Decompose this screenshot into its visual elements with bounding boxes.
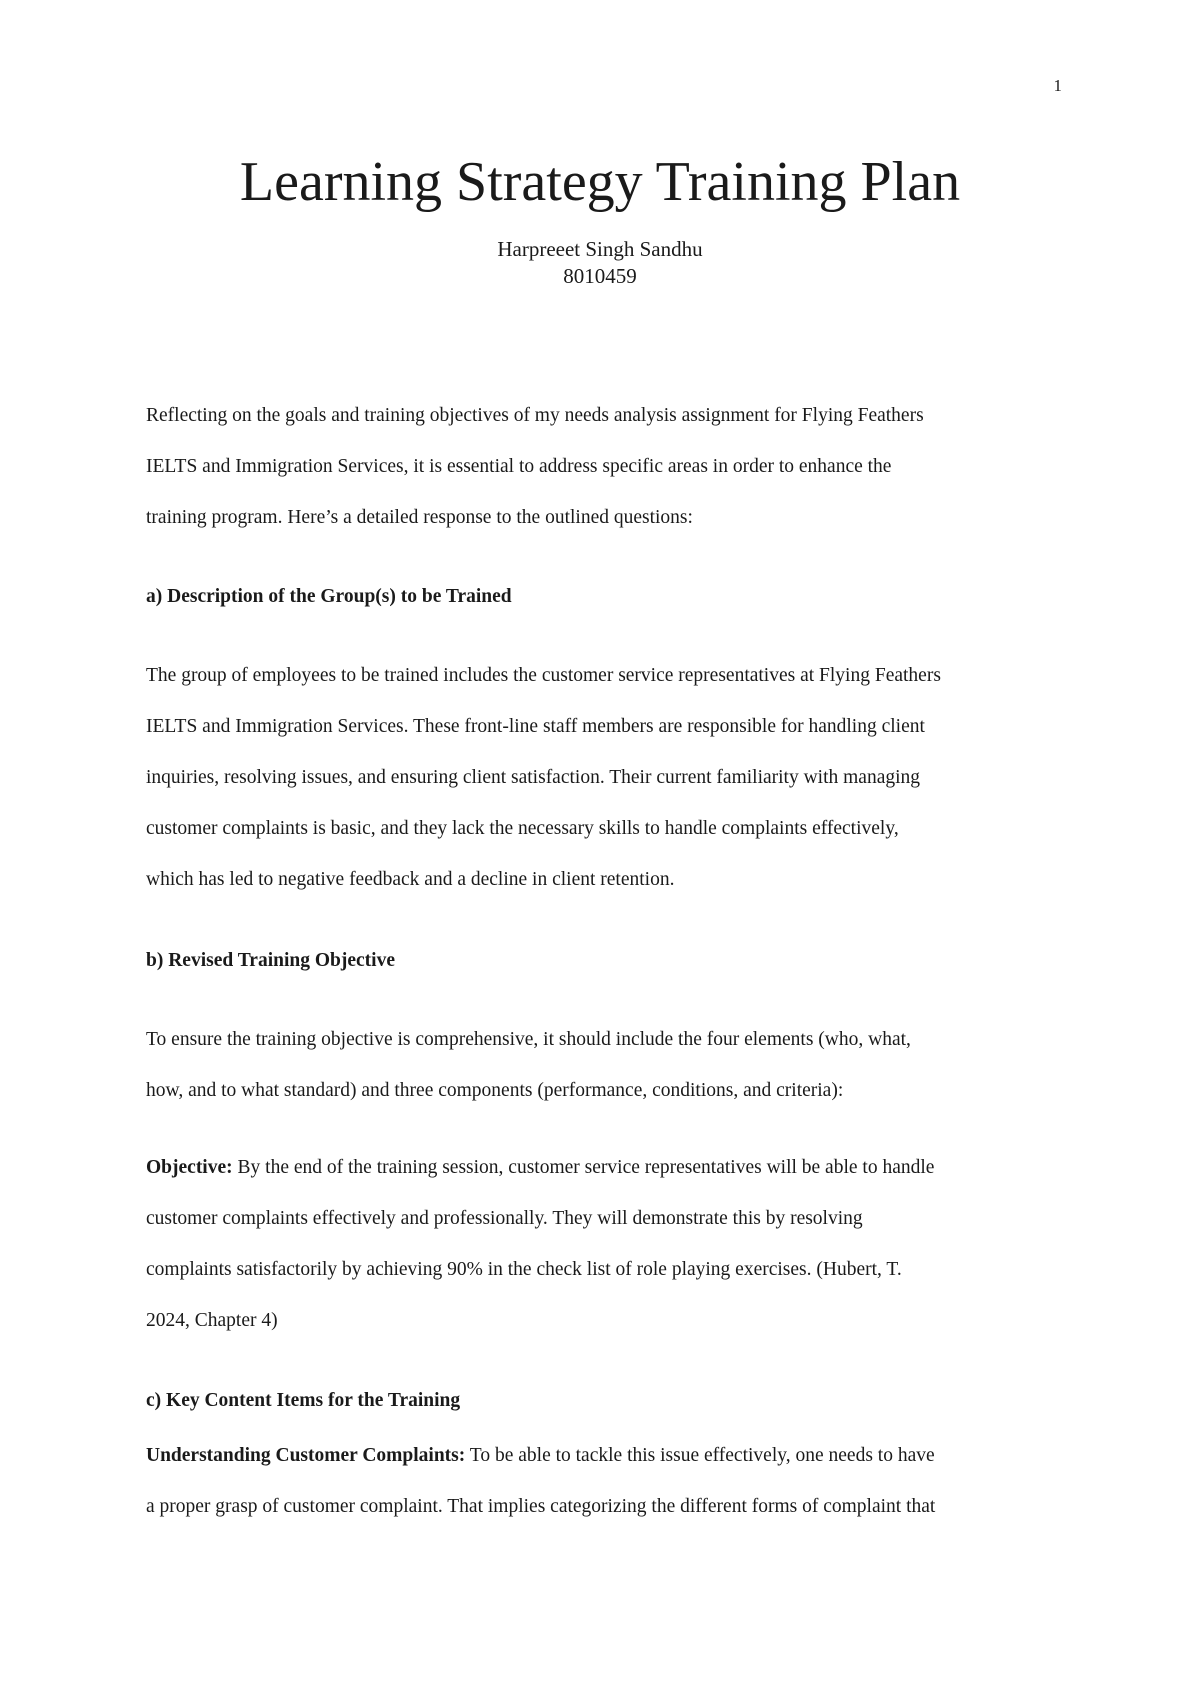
text-line: The group of employees to be trained includes the customer service representatives at Flying Feathers	[146, 665, 941, 686]
text-line: To ensure the training objective is comprehensive, it should include the four elements (who, what,	[146, 1029, 911, 1050]
author-name: Harpreeet Singh Sandhu	[497, 237, 703, 261]
text-line	[146, 1142, 1066, 1193]
text-line: customer complaints is basic, and they lack the necessary skills to handle complaints effectively,	[146, 818, 899, 839]
text-line: 2024, Chapter 4)	[146, 1310, 278, 1331]
text-line: IELTS and Immigration Services. These front-line staff members are responsible for handling client	[146, 716, 925, 737]
text-line	[146, 1430, 1066, 1481]
text-line: a proper grasp of customer complaint. That implies categorizing the different forms of complaint that	[146, 1496, 936, 1517]
section-a-heading: a) Description of the Group(s) to be Trained	[146, 586, 512, 607]
text-line: Reflecting on the goals and training objectives of my needs analysis assignment for Flying Feathers	[146, 405, 924, 426]
text-line: complaints satisfactorily by achieving 90% in the check list of role playing exercises. (Hubert, T.	[146, 1259, 902, 1280]
intro-paragraph	[146, 390, 1066, 543]
text-line: inquiries, resolving issues, and ensuring client satisfaction. Their current familiarity with managing	[146, 767, 921, 788]
section-c-heading: c) Key Content Items for the Training	[146, 1390, 461, 1411]
section-a-paragraph	[146, 650, 1066, 905]
document-title: Learning Strategy Training Plan	[239, 151, 961, 213]
section-c-paragraph	[146, 1430, 1066, 1532]
text-line: how, and to what standard) and three components (performance, conditions, and criteria):	[146, 1080, 844, 1101]
objective-text: By the end of the training session, customer service representatives will be able to handle	[232, 1157, 935, 1178]
text-line: customer complaints effectively and professionally. They will demonstrate this by resolving	[146, 1208, 863, 1229]
objective-paragraph	[146, 1142, 1066, 1346]
content-item-text: To be able to tackle this issue effectively, one needs to have	[465, 1445, 935, 1466]
section-b-paragraph	[146, 1014, 1066, 1116]
content-item-label: Understanding Customer Complaints:	[146, 1445, 466, 1466]
text-line: which has led to negative feedback and a decline in client retention.	[146, 869, 675, 890]
page-number: 1	[1053, 76, 1062, 95]
student-id: 8010459	[563, 264, 637, 288]
objective-label: Objective:	[146, 1157, 233, 1178]
text-line: training program. Here’s a detailed response to the outlined questions:	[146, 507, 693, 528]
section-b-heading: b) Revised Training Objective	[146, 950, 395, 971]
text-line: IELTS and Immigration Services, it is essential to address specific areas in order to enhance the	[146, 456, 892, 477]
